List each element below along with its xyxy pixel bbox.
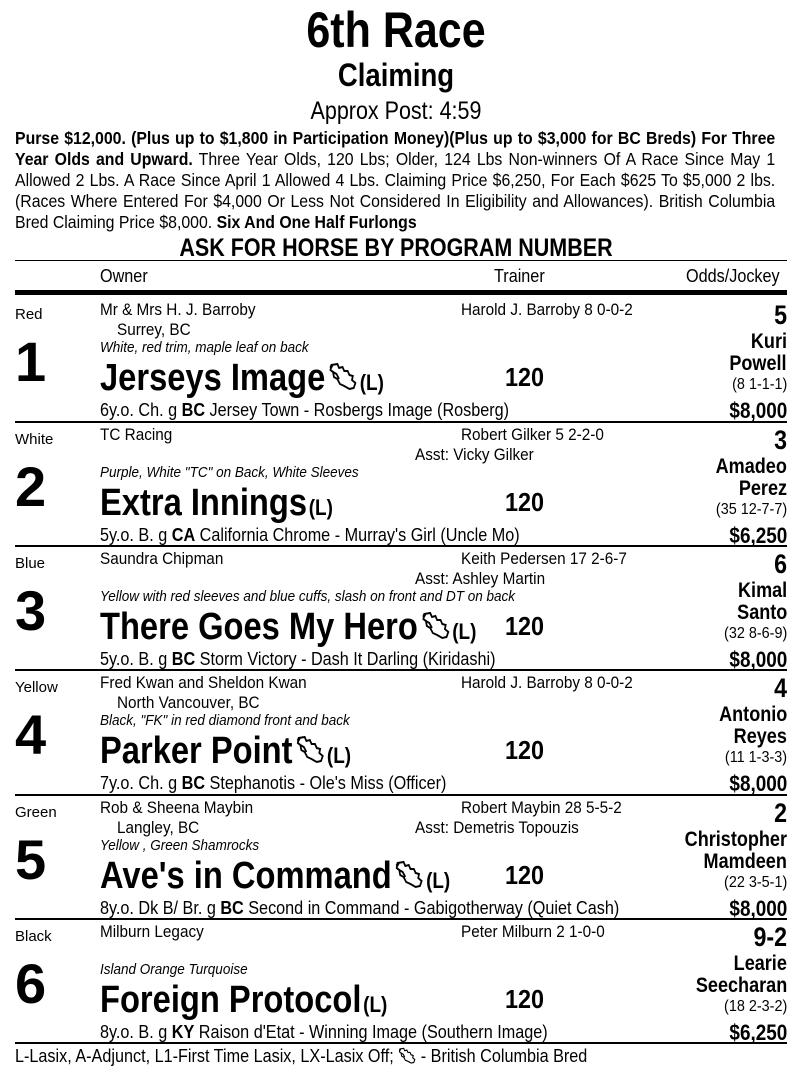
assistant-trainer: Asst: Vicky Gilker [415, 445, 534, 464]
saddle-cloth-color: Green [15, 804, 57, 821]
horse-name-line [100, 978, 387, 1027]
claim-price: $6,250 [729, 523, 787, 548]
owner-name: Fred Kwan and Sheldon Kwan [100, 673, 307, 692]
sire-dam: California Chrome - Murray's Girl (Uncle Mo) [195, 525, 520, 545]
weight: 120 [505, 735, 545, 765]
bred-state: CA [171, 525, 196, 545]
claim-price: $8,000 [729, 647, 787, 672]
pedigree [100, 898, 619, 919]
entry-divider [15, 1042, 787, 1044]
program-number: 3 [15, 579, 47, 642]
program-number: 1 [15, 330, 47, 393]
bred-state: BC [171, 649, 196, 669]
trainer-column-header: Trainer [494, 266, 545, 286]
conditions-distance: Six And One Half Furlongs [216, 212, 417, 232]
horse-entry [15, 547, 787, 671]
medication: (L) [363, 992, 388, 1017]
pedigree [100, 1022, 548, 1043]
post-time: Approx Post: 4:59 [310, 97, 482, 125]
legend-text-after: - British Columbia Bred [416, 1046, 588, 1066]
owner-location: North Vancouver, BC [117, 693, 260, 712]
silks-description: Black, "FK" in red diamond front and back [100, 712, 350, 729]
silks-description: Island Orange Turquoise [100, 961, 248, 978]
bc-province-icon [329, 358, 358, 388]
trainer-name: Robert Gilker 5 2-2-0 [461, 425, 604, 444]
header-thick-rule [15, 290, 787, 295]
trainer-name: Keith Pedersen 17 2-6-7 [461, 549, 627, 568]
silks-description: Purple, White "TC" on Back, White Sleeves [100, 464, 359, 481]
medication: (L) [452, 619, 477, 644]
bred-state: BC [220, 898, 244, 918]
sire-dam: Second in Command - Gabigotherway (Quiet Cash) [243, 898, 620, 918]
jockey-first-name: Amadeo [715, 455, 787, 478]
jockey-first-name: Kimal [737, 579, 787, 602]
owner-name: Rob & Sheena Maybin [100, 798, 254, 817]
jockey-last-name: Powell [729, 352, 787, 375]
saddle-cloth-color: Red [15, 306, 43, 323]
age-sex: 8y.o. Dk B/ Br. g [100, 898, 221, 918]
sire-dam: Stephanotis - Ole's Miss (Officer) [205, 773, 447, 793]
age-sex: 5y.o. B. g [100, 525, 172, 545]
program-number: 2 [15, 455, 47, 518]
age-sex: 7y.o. Ch. g [100, 773, 182, 793]
morning-line-odds: 2 [774, 798, 787, 828]
morning-line-odds: 4 [774, 673, 787, 703]
program-number: 5 [15, 828, 47, 891]
legend [15, 1046, 587, 1067]
jockey-stats: (35 12-7-7) [715, 501, 787, 518]
medication: (L) [308, 495, 333, 520]
jockey-stats: (18 2-3-2) [723, 998, 787, 1015]
owner-name: Saundra Chipman [100, 549, 224, 568]
owner-column-header: Owner [100, 266, 148, 286]
owner-name: Milburn Legacy [100, 922, 204, 941]
bc-province-icon [296, 731, 325, 761]
age-sex: 8y.o. B. g [100, 1022, 172, 1042]
weight: 120 [505, 362, 545, 392]
horse-entry [15, 671, 787, 796]
claim-price: $8,000 [729, 398, 787, 423]
horse-name-line [100, 356, 384, 405]
assistant-trainer: Asst: Ashley Martin [415, 569, 546, 588]
jockey-stats: (22 3-5-1) [723, 874, 787, 891]
program-number: 4 [15, 703, 47, 766]
horse-name: There Goes My Hero [100, 606, 418, 648]
owner-location: Langley, BC [117, 818, 200, 837]
horse-name: Jerseys Image [100, 357, 326, 399]
age-sex: 5y.o. B. g [100, 649, 172, 669]
race-title: 6th Race [306, 2, 486, 58]
bc-province-icon [398, 1047, 416, 1065]
saddle-cloth-color: Black [15, 928, 52, 945]
jockey-first-name: Learie [733, 952, 787, 975]
jockey-first-name: Christopher [684, 828, 787, 851]
silks-description: Yellow , Green Shamrocks [100, 837, 260, 854]
jockey-last-name: Santo [736, 601, 787, 624]
jockey-stats: (8 1-1-1) [731, 376, 787, 393]
claim-price: $8,000 [729, 896, 787, 921]
horse-entry [15, 796, 787, 920]
race-type: Claiming [337, 57, 455, 93]
weight: 120 [505, 984, 545, 1014]
silks-description: White, red trim, maple leaf on back [100, 339, 309, 356]
weight: 120 [505, 860, 545, 890]
jockey-last-name: Seecharan [695, 974, 787, 997]
sire-dam: Storm Victory - Dash It Darling (Kiridashi) [195, 649, 496, 669]
medication: (L) [359, 370, 384, 395]
bred-state: BC [181, 400, 206, 420]
jockey-last-name: Reyes [733, 725, 787, 748]
bred-state: KY [171, 1022, 195, 1042]
saddle-cloth-color: White [15, 431, 54, 448]
conditions-body: Three Year Olds, 120 Lbs; Older, 124 Lbs Non-winners Of A Race Since May 1 Allowed 2 Lbs. A Race Since April 1 Allowed 4 Lbs. Claiming Price $6,250, For Each $625 To $5,000 2 lbs. (Races Where Entered For $4,000 Or Less Not Considered In Eligibility and Allowances). British Columbia Bred Claiming Price $8,000. [15, 149, 776, 232]
jockey-first-name: Antonio [718, 703, 787, 726]
jockey-stats: (32 8-6-9) [723, 625, 787, 642]
weight: 120 [505, 487, 545, 517]
conditions-purse: Purse $12,000. (Plus up to $1,800 in Participation Money)(Plus up to $3,000 for BC Breds) For Three Year Olds and Upward. [15, 128, 776, 169]
owner-location: Surrey, BC [117, 320, 191, 339]
morning-line-odds: 9-2 [753, 922, 787, 952]
horse-name: Extra Innings [100, 482, 308, 524]
medication: (L) [426, 868, 451, 893]
jockey-first-name: Kuri [750, 330, 787, 353]
horse-name-line [100, 729, 351, 778]
claim-price: $6,250 [729, 1020, 787, 1045]
ask-banner: ASK FOR HORSE BY PROGRAM NUMBER [179, 234, 613, 262]
horse-name-line [100, 854, 450, 903]
bc-province-icon [395, 856, 424, 886]
horse-name: Ave's in Command [100, 855, 392, 897]
sire-dam: Raison d'Etat - Winning Image (Southern Image) [194, 1022, 548, 1042]
legend-text: L-Lasix, A-Adjunct, L1-First Time Lasix, LX-Lasix Off; [15, 1046, 399, 1066]
horse-name-line [100, 481, 333, 530]
owner-name: Mr & Mrs H. J. Barroby [100, 300, 256, 319]
silks-description: Yellow with red sleeves and blue cuffs, slash on front and DT on back [100, 588, 515, 605]
odds-jockey-column-header: Odds/Jockey [686, 266, 780, 286]
horse-entry [15, 298, 787, 423]
weight: 120 [505, 611, 545, 641]
trainer-name: Peter Milburn 2 1-0-0 [461, 922, 605, 941]
bred-state: BC [181, 773, 206, 793]
jockey-last-name: Mamdeen [703, 850, 787, 873]
morning-line-odds: 3 [774, 425, 787, 455]
age-sex: 6y.o. Ch. g [100, 400, 182, 420]
jockey-last-name: Perez [738, 477, 787, 500]
bc-province-icon [421, 607, 450, 637]
horse-entry [15, 423, 787, 547]
trainer-name: Harold J. Barroby 8 0-0-2 [461, 673, 633, 692]
trainer-name: Harold J. Barroby 8 0-0-2 [461, 300, 633, 319]
horse-name: Foreign Protocol [100, 979, 362, 1021]
horse-entry [15, 920, 787, 1044]
medication: (L) [326, 743, 352, 768]
pedigree [100, 525, 520, 546]
pedigree [100, 400, 509, 421]
race-conditions [15, 128, 775, 233]
jockey-stats: (11 1-3-3) [724, 749, 787, 766]
sire-dam: Jersey Town - Rosbergs Image (Rosberg) [205, 400, 510, 420]
saddle-cloth-color: Yellow [15, 679, 58, 696]
header-rule [15, 260, 787, 261]
claim-price: $8,000 [729, 771, 787, 796]
program-number: 6 [15, 952, 47, 1015]
pedigree [100, 649, 496, 670]
owner-name: TC Racing [100, 425, 173, 444]
horse-name: Parker Point [100, 730, 293, 772]
morning-line-odds: 6 [774, 549, 787, 579]
assistant-trainer: Asst: Demetris Topouzis [415, 818, 579, 837]
pedigree [100, 773, 446, 794]
trainer-name: Robert Maybin 28 5-5-2 [461, 798, 622, 817]
saddle-cloth-color: Blue [15, 555, 46, 572]
morning-line-odds: 5 [774, 300, 787, 330]
horse-name-line [100, 605, 476, 654]
